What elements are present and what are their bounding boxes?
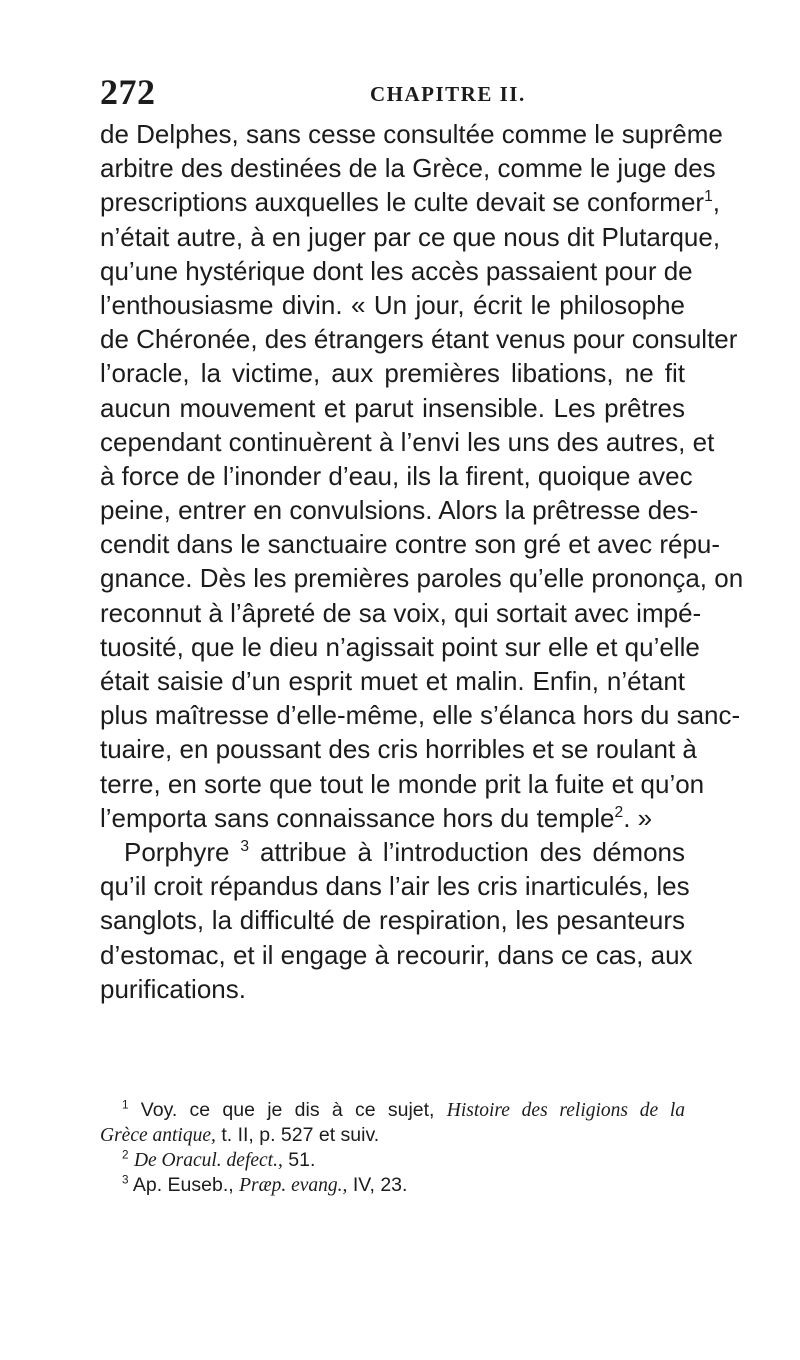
- footnote-ref-1: 1: [704, 188, 713, 206]
- text-line: d’estomac, et il engage à recourir, dans ce cas, aux: [100, 939, 693, 970]
- text-line-content: l’emporta sans connaissance hors du temple: [100, 802, 615, 833]
- text-line: tuaire, en poussant des cris horribles et se roulant à: [100, 734, 697, 765]
- page-number: 272: [100, 72, 156, 112]
- footnote-3: [100, 1173, 685, 1198]
- text-line: [100, 801, 685, 835]
- text-line: cendit dans le sanctuaire contre son gré et avec répu-: [100, 529, 721, 560]
- footnotes: [100, 1098, 685, 1198]
- text-line: n’était autre, à en juger par ce que nous dit Plutarque,: [100, 221, 721, 252]
- text-line-content: Porphyre: [124, 836, 230, 867]
- text-line-content: prescriptions auxquelles le culte devait se conformer: [100, 187, 705, 218]
- text-line: l’enthousiasme divin. « Un jour, écrit le philosophe: [100, 289, 685, 320]
- text-line: tuosité, que le dieu n’agissait point sur elle et qu’elle: [100, 631, 700, 662]
- footnote-text: IV, 23.: [352, 1174, 408, 1196]
- text-line: sanglots, la difficulté de respiration, les pesanteurs: [100, 905, 685, 936]
- text-line: de Delphes, sans cesse consultée comme le suprême: [100, 119, 723, 149]
- page-header: [100, 72, 700, 112]
- text-line: peine, entrer en convulsions. Alors la prêtresse des-: [100, 495, 699, 526]
- text-line: gnance. Dès les premières paroles qu’elle prononça, on: [100, 563, 744, 594]
- footnote-title: Histoire des religions de la: [446, 1100, 686, 1121]
- footnote-1: [100, 1098, 685, 1123]
- footnote-ref-2: 2: [614, 803, 624, 821]
- text-line: arbitre des destinées de la Grèce, comme le juge des: [100, 153, 716, 184]
- footnote-number: 1: [122, 1098, 129, 1112]
- text-line-punct: ,: [712, 187, 721, 218]
- text-line: qu’une hystérique dont les accès passaient pour de: [100, 255, 693, 286]
- text-line: [100, 835, 685, 869]
- text-line: de Chéronée, des étrangers étant venus pour consulter: [100, 324, 738, 355]
- body-text: [100, 117, 744, 1006]
- footnote-text: 51.: [288, 1149, 316, 1171]
- text-line: qu’il croit répandus dans l’air les cris inarticulés, les: [100, 871, 690, 902]
- text-line: reconnut à l’âpreté de sa voix, qui sortait avec impé-: [100, 597, 702, 628]
- text-line: terre, en sorte que tout le monde prit la fuite et qu’on: [100, 768, 705, 799]
- footnote-title: Grèce antique,: [100, 1125, 216, 1146]
- footnote-number: 3: [122, 1173, 129, 1187]
- text-line: aucun mouvement et parut insensible. Les prêtres: [100, 392, 685, 423]
- footnote-2: [100, 1148, 685, 1173]
- footnote-title: De Oracul. defect.,: [133, 1150, 283, 1171]
- text-line: [100, 185, 721, 219]
- text-line-punct: . »: [623, 802, 653, 833]
- footnote-number: 2: [122, 1148, 129, 1162]
- running-head: CHAPITRE II.: [370, 82, 526, 106]
- text-line: à force de l’inonder d’eau, ils la firent, quoique avec: [100, 460, 693, 491]
- text-line: était saisie d’un esprit muet et malin. Enfin, n’étant: [100, 666, 685, 696]
- footnote-1-continued: [100, 1123, 685, 1148]
- footnote-ref-3: 3: [240, 837, 250, 855]
- footnote-text: Voy. ce que je dis à ce sujet,: [140, 1099, 435, 1121]
- footnote-text: t. II, p. 527 et suiv.: [221, 1124, 380, 1146]
- text-line: l’oracle, la victime, aux premières libations, ne fit: [100, 358, 685, 389]
- footnote-text: Ap. Euseb.,: [132, 1174, 234, 1196]
- text-line: purifications.: [100, 973, 246, 1004]
- text-line: plus maîtresse d’elle-même, elle s’élanca hors du sanc-: [100, 700, 741, 731]
- text-line-content: attribue à l’introduction des démons: [259, 836, 685, 867]
- text-line: cependant continuèrent à l’envi les uns des autres, et: [100, 426, 715, 457]
- footnote-title: Præp. evang.,: [239, 1175, 348, 1196]
